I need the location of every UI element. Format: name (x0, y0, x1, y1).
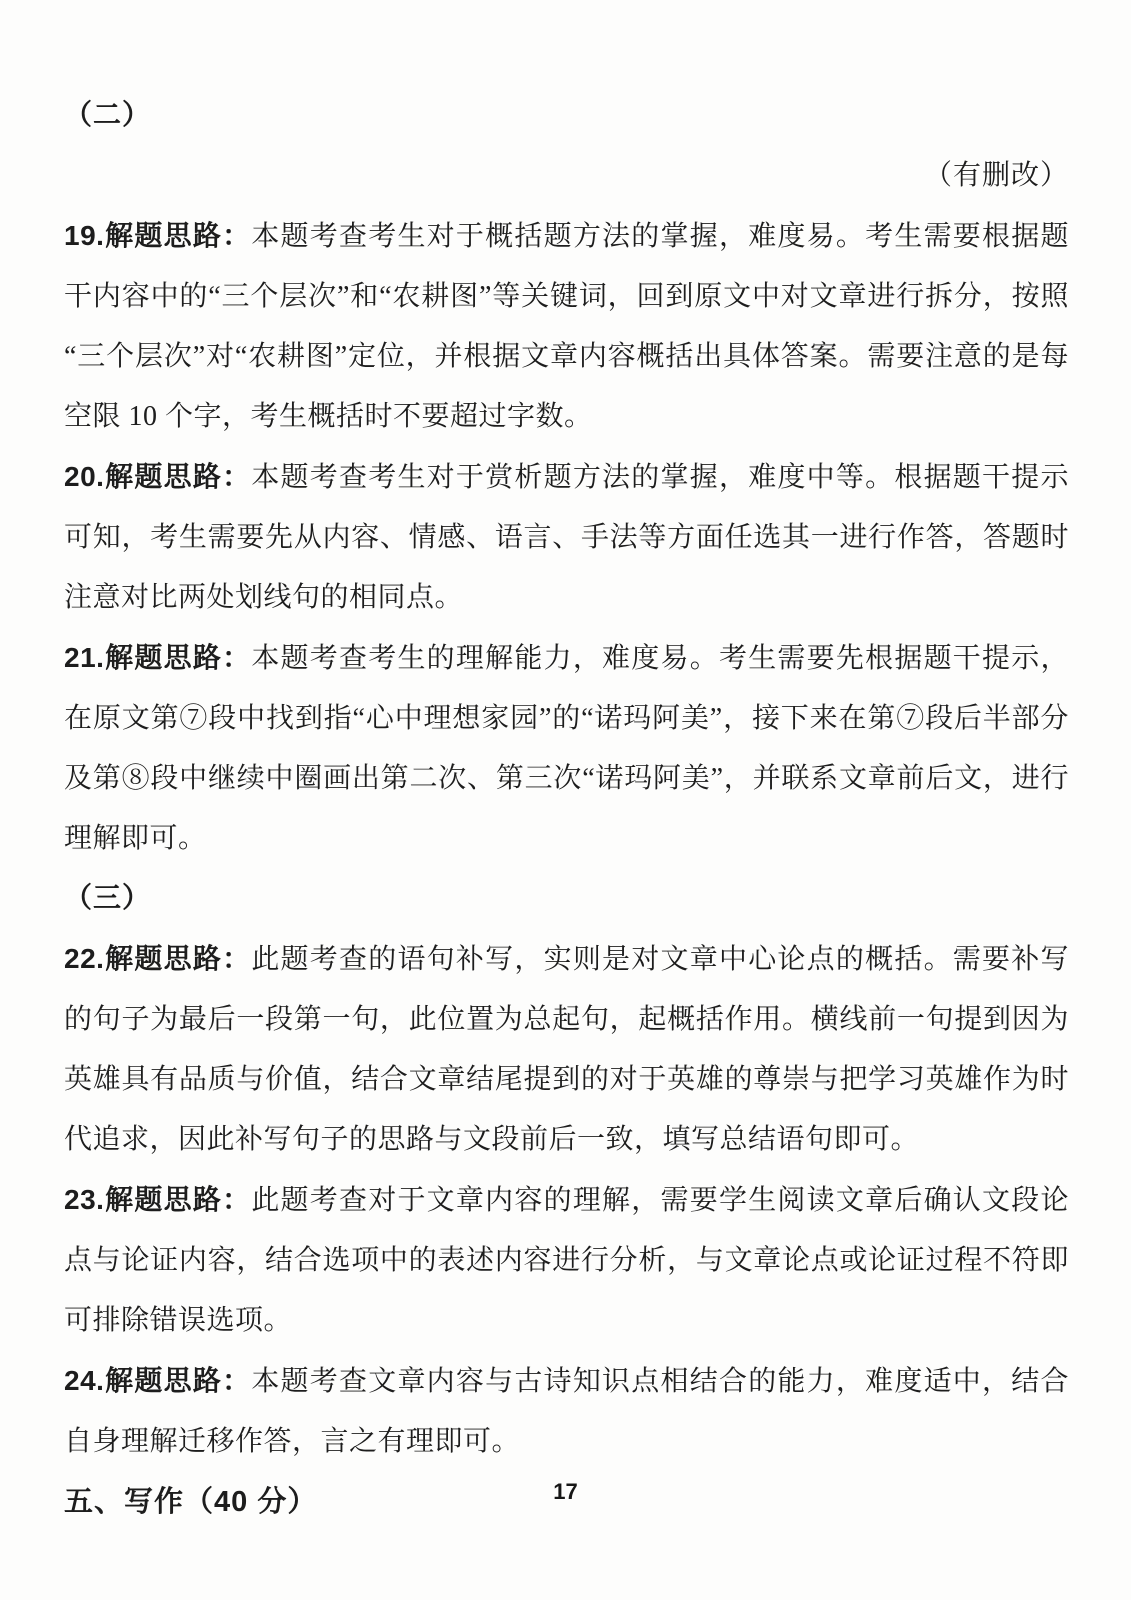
paragraph-q24-number: 24. (64, 1365, 105, 1396)
paragraph-q23 (64, 1170, 1069, 1351)
paragraph-q23-label (64, 1184, 251, 1215)
paragraph-q20-label-text: 解题思路： (104, 461, 252, 492)
paragraph-q23-text: 此题考查对于文章内容的理解，需要学生阅读文章后确认文段论点与论证内容，结合选项中的表述内容进行分析，与文章论点或论证过程不符即可排除错误选项。 (64, 1185, 1069, 1336)
paragraph-q21 (64, 628, 1069, 869)
paragraph-q23-number: 23. (64, 1184, 105, 1215)
paragraph-q21-number: 21. (64, 642, 105, 673)
section-heading-three: （三） (64, 883, 152, 914)
paragraph-q24 (64, 1351, 1069, 1472)
paragraph-q23-label-text: 解题思路： (104, 1184, 252, 1215)
paragraph-q21-label-text: 解题思路： (104, 642, 252, 673)
paragraph-q22-text: 此题考查的语句补写，实则是对文章中心论点的概括。需要补写的句子为最后一段第一句，此位置为总起句，起概括作用。横线前一句提到因为英雄具有品质与价值，结合文章结尾提到的对于英雄的尊崇与把学习英雄作为时代追求，因此补写句子的思路与文段前后一致，填写总结语句即可。 (64, 944, 1069, 1155)
section-heading-two: （二） (64, 100, 152, 131)
writing-section-heading: 五、写作（40 分） (64, 1486, 318, 1518)
paragraph-q22-label (64, 943, 251, 974)
paragraph-q20-text: 本题考查考生对于赏析题方法的掌握，难度中等。根据题干提示可知，考生需要先从内容、情感、语言、手法等方面任选其一进行作答，答题时注意对比两处划线句的相同点。 (64, 462, 1069, 613)
paragraph-q20-label (64, 461, 251, 492)
paragraph-q22-label-text: 解题思路： (104, 943, 252, 974)
paragraph-q19-label-text: 解题思路： (104, 220, 252, 251)
paragraph-q19-text: 本题考查考生对于概括题方法的掌握，难度易。考生需要根据题干内容中的“三个层次”和“农耕图”等关键词，回到原文中对文章进行拆分，按照“三个层次”对“农耕图”定位，并根据文章内容概括出具体答案。需要注意的是每空限 10 个字，考生概括时不要超过字数。 (64, 221, 1069, 432)
paragraph-q22 (64, 929, 1069, 1170)
paragraph-q21-label (64, 642, 251, 673)
paragraph-q21-text: 本题考查考生的理解能力，难度易。考生需要先根据题干提示，在原文第⑦段中找到指“心中理想家园”的“诺玛阿美”，接下来在第⑦段后半部分及第⑧段中继续中圈画出第二次、第三次“诺玛阿美”，并联系文章前后文，进行理解即可。 (64, 643, 1069, 854)
paragraph-q22-number: 22. (64, 943, 105, 974)
paragraph-q19 (64, 206, 1069, 447)
paragraph-q24-label (64, 1365, 251, 1396)
paragraph-q24-label-text: 解题思路： (104, 1365, 252, 1396)
paragraph-q20 (64, 447, 1069, 628)
paragraph-q19-number: 19. (64, 220, 105, 251)
paragraph-q20-number: 20. (64, 461, 105, 492)
paragraph-q24-text: 本题考查文章内容与古诗知识点相结合的能力，难度适中，结合自身理解迁移作答，言之有理即可。 (64, 1366, 1069, 1457)
paragraph-q19-label (64, 220, 251, 251)
page-number: 17 (553, 1479, 578, 1504)
edit-note: （有删改） (923, 160, 1069, 191)
